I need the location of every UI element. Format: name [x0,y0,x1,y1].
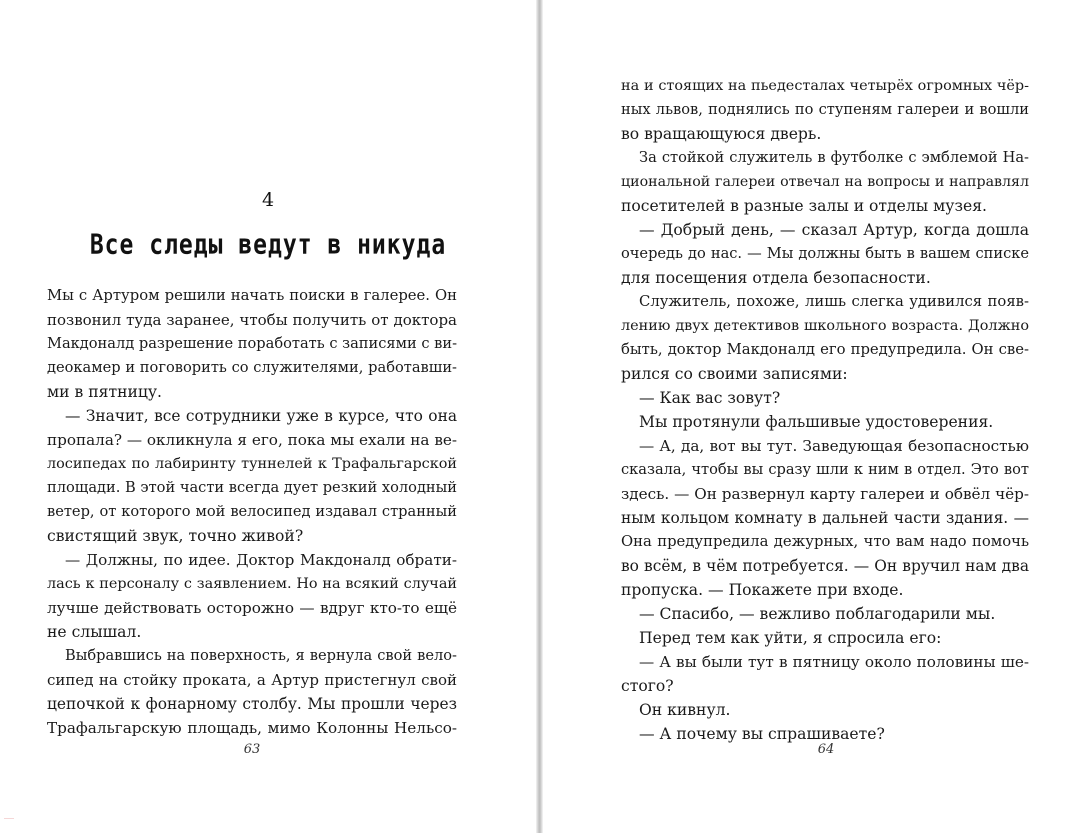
text-line: цепочкой к фонарному столбу. Мы прошли через [47,695,457,713]
text-line: очередь до нас. — Мы должны быть в вашем списке [621,245,1029,262]
text-line: рился со своими записями: [621,365,848,383]
text-line: деокамер и поговорить со служителями, работавши- [47,359,457,376]
text-line: на и стоящих на пьедесталах четырёх огромных чёр- [621,78,1029,94]
text-line: Служитель, похоже, лишь слегка удивился появ- [639,293,1029,310]
text-line: быть, доктор Макдоналд его предупредила. Он све- [621,341,1029,358]
text-line: не слышал. [47,623,142,641]
text-line: ветер, от которого мой велосипед издавал странный [47,503,457,520]
text-line: здесь. — Он развернул карту галереи и обвёл чёр- [621,485,1029,503]
left-page [0,0,536,833]
text-line: Выбравшись на поверхность, я вернула свой вело- [65,647,457,664]
text-line: — Добрый день, — сказал Артур, когда дошла [639,221,1029,239]
text-line: — А почему вы спрашиваете? [639,725,885,743]
text-line: Он кивнул. [639,701,731,719]
text-line: — А, да, вот вы тут. Заведующая безопасностью [639,437,1029,455]
text-line: для посещения отдела безопасности. [621,269,931,287]
text-line: лась к персоналу с заявлением. Но на всякий случай [47,576,457,592]
text-line: лучше действовать осторожно — вдруг кто-то ещё [47,599,457,617]
text-line: сипед на стойку проката, а Артур пристегнул свой [47,671,457,689]
text-line: ным кольцом комнату в дальней части здания. — [621,509,1029,527]
text-line: Мы протянули фальшивые удостоверения. [639,413,994,431]
text-line: лению двух детективов школьного возраста. Должно [621,318,1029,334]
right-page-text [621,74,1029,746]
text-line: площади. В этой части всегда дует резкий холодный [47,479,457,496]
text-line: сказала, чтобы вы сразу шли к ним в отдел. Это вот [621,461,1029,478]
chapter-title: Все следы ведут в никуда [89,229,447,261]
left-page-text [47,284,457,740]
page-number-right: 64 [817,742,835,757]
text-line: позвонил туда заранее, чтобы получить от доктора [47,311,457,329]
text-line: Мы с Артуром решили начать поиски в галерее. Он [47,287,457,304]
page-number-left: 63 [243,742,261,757]
text-line: посетителей в разные залы и отделы музея. [621,197,987,215]
text-line: Перед тем как уйти, я спросила его: [639,629,942,647]
text-line: пропала? — окликнула я его, пока мы ехали на ве- [47,431,457,449]
text-line: циональной галереи отвечал на вопросы и направлял [621,174,1029,190]
text-line: лосипедах по лабиринту туннелей к Трафальгарской [47,456,457,472]
text-line: — Спасибо, — вежливо поблагодарили мы. [639,605,996,623]
text-line: во всём, в чём потребуется. — Он вручил нам два [621,557,1029,575]
text-line: пропуска. — Покажете при входе. [621,581,904,599]
chapter-number: 4 [261,189,275,211]
text-line: — А вы были тут в пятницу около половины ше- [639,653,1029,671]
text-line: За стойкой служитель в футболке с эмблемой На- [639,149,1029,166]
text-line: Трафальгарскую площадь, мимо Колонны Нельсо- [47,719,457,737]
text-line: Она предупредила дежурных, что вам надо помочь [621,533,1029,550]
text-line: — Значит, все сотрудники уже в курсе, что она [65,407,457,425]
text-line: стого? [621,677,674,695]
text-line: во вращающуюся дверь. [621,125,822,143]
book-gutter [536,0,543,833]
corner-mark [4,818,14,825]
text-line: свистящий звук, точно живой? [47,527,304,545]
text-line: — Должны, по идее. Доктор Макдоналд обрати- [65,551,457,569]
text-line: ми в пятницу. [47,383,163,401]
text-line: — Как вас зовут? [639,389,781,407]
text-line: ных львов, поднялись по ступеням галереи и вошли [621,101,1029,118]
text-line: Макдоналд разрешение поработать с записями с ви- [47,335,458,352]
